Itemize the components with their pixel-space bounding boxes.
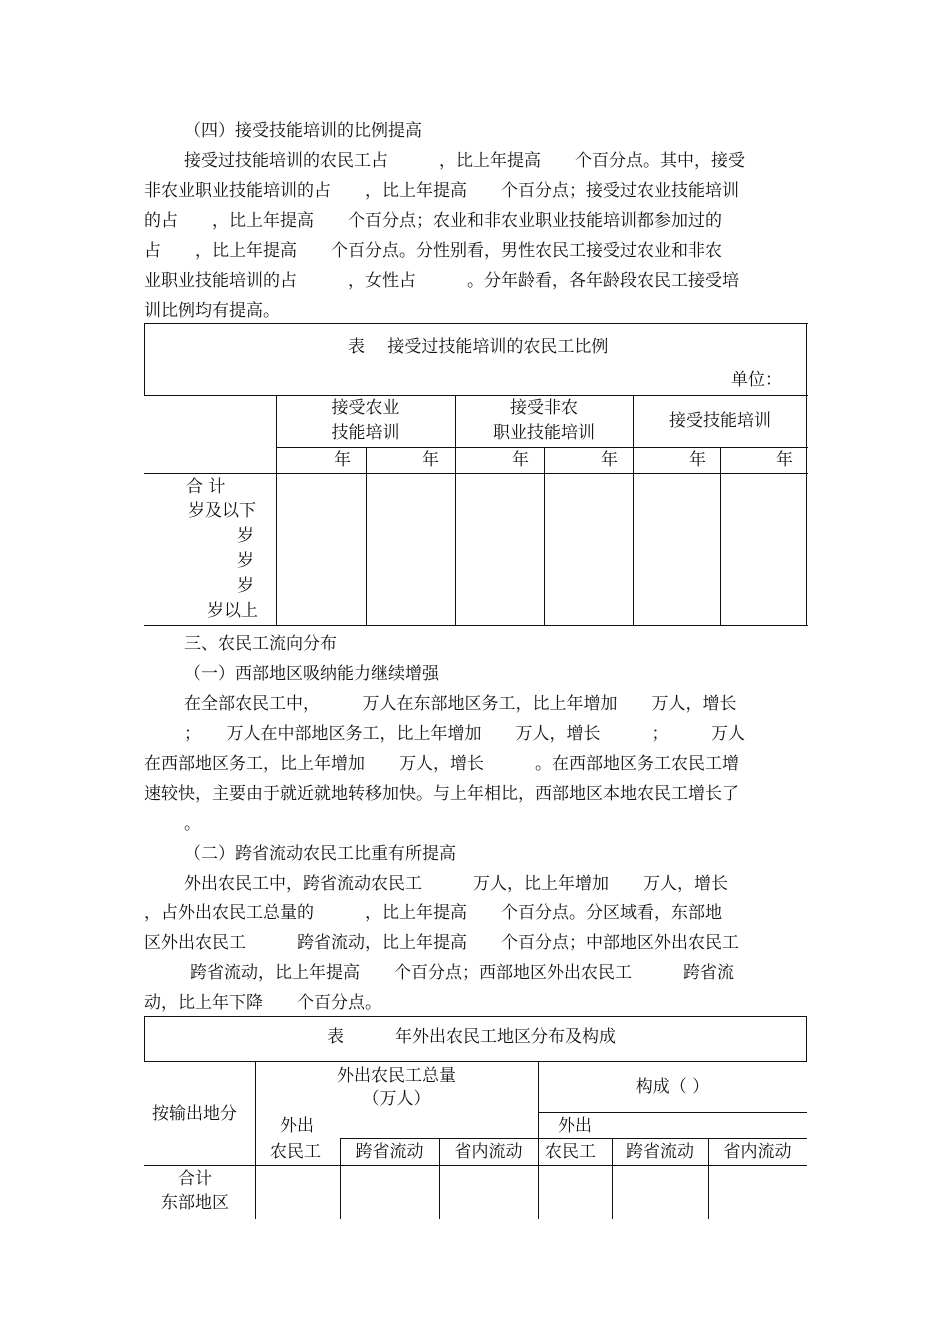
row-label: 岁以上 bbox=[207, 601, 258, 621]
column-header: 外出 bbox=[280, 1116, 314, 1136]
column-header: 外出 bbox=[558, 1116, 592, 1136]
paragraph-line: 。 bbox=[184, 814, 201, 834]
column-header: 农民工 bbox=[270, 1142, 321, 1162]
row-label: 岁 bbox=[237, 526, 254, 546]
table-unit: 单位： bbox=[731, 370, 782, 390]
year-header: 年 bbox=[512, 450, 529, 470]
paragraph-line: 跨省流动，比上年提高 个百分点；西部地区外出农民工 跨省流 bbox=[190, 963, 734, 983]
paragraph-line: ； 万人在中部地区务工，比上年增加 万人，增长 ； 万人 bbox=[184, 724, 745, 744]
column-header: 跨省流动 bbox=[626, 1142, 694, 1162]
column-header: 农民工 bbox=[545, 1142, 596, 1162]
column-header: 接受农业 bbox=[331, 398, 400, 418]
paragraph-line: 业职业技能培训的占 ，女性占 。分年龄看，各年龄段农民工接受培 bbox=[144, 271, 739, 291]
column-header: （万人） bbox=[362, 1089, 431, 1109]
year-header: 年 bbox=[601, 450, 618, 470]
year-header: 年 bbox=[334, 450, 351, 470]
column-header: 职业技能培训 bbox=[493, 423, 595, 443]
paragraph-line: 占 ，比上年提高 个百分点。分性别看，男性农民工接受过农业和非农 bbox=[144, 241, 722, 261]
year-header: 年 bbox=[689, 450, 706, 470]
row-label: 合 计 bbox=[186, 477, 226, 497]
subsection-heading: （二）跨省流动农民工比重有所提高 bbox=[184, 844, 456, 864]
paragraph-line: ，占外出农民工总量的 ，比上年提高 个百分点。分区域看，东部地 bbox=[144, 903, 722, 923]
column-header: 技能培训 bbox=[331, 423, 400, 443]
paragraph-line: 训比例均有提高。 bbox=[144, 301, 280, 321]
section-heading: 三、农民工流向分布 bbox=[184, 634, 337, 654]
paragraph-line: 外出农民工中，跨省流动农民工 万人，比上年增加 万人，增长 bbox=[184, 874, 728, 894]
row-label: 东部地区 bbox=[161, 1193, 229, 1213]
column-header: 外出农民工总量 bbox=[337, 1066, 456, 1086]
paragraph-line: 区外出农民工 跨省流动，比上年提高 个百分点；中部地区外出农民工 bbox=[144, 933, 739, 953]
paragraph-line: 在西部地区务工，比上年增加 万人，增长 。在西部地区务工农民工增 bbox=[144, 754, 739, 774]
row-label: 合计 bbox=[178, 1169, 212, 1189]
table-title: 表 年外出农民工地区分布及构成 bbox=[327, 1027, 616, 1047]
row-label: 岁 bbox=[237, 551, 254, 571]
year-header: 年 bbox=[422, 450, 439, 470]
paragraph-line: 在全部农民工中， 万人在东部地区务工，比上年增加 万人，增长 bbox=[184, 694, 737, 714]
column-header: 省内流动 bbox=[723, 1142, 792, 1162]
year-header: 年 bbox=[776, 450, 793, 470]
table-title: 表 接受过技能培训的农民工比例 bbox=[348, 337, 609, 357]
column-header: 跨省流动 bbox=[355, 1142, 424, 1162]
row-header: 按输出地分 bbox=[152, 1104, 237, 1124]
paragraph-line: 接受过技能培训的农民工占 ，比上年提高 个百分点。其中，接受 bbox=[184, 151, 745, 171]
column-header: 构成（ ） bbox=[635, 1077, 710, 1097]
row-label: 岁及以下 bbox=[188, 501, 256, 521]
column-header: 接受技能培训 bbox=[669, 411, 771, 431]
row-label: 岁 bbox=[237, 576, 254, 596]
column-header: 接受非农 bbox=[510, 398, 578, 418]
paragraph-line: 的占 ，比上年提高 个百分点；农业和非农业职业技能培训都参加过的 bbox=[144, 211, 722, 231]
paragraph-line: 速较快，主要由于就近就地转移加快。与上年相比，西部地区本地农民工增长了 bbox=[144, 784, 739, 804]
subsection-heading: （一）西部地区吸纳能力继续增强 bbox=[184, 664, 439, 684]
paragraph-line: 动，比上年下降 个百分点。 bbox=[144, 993, 382, 1013]
section-heading: （四）接受技能培训的比例提高 bbox=[184, 121, 422, 141]
paragraph-line: 非农业职业技能培训的占 ，比上年提高 个百分点；接受过农业技能培训 bbox=[144, 181, 739, 201]
column-header: 省内流动 bbox=[454, 1142, 523, 1162]
